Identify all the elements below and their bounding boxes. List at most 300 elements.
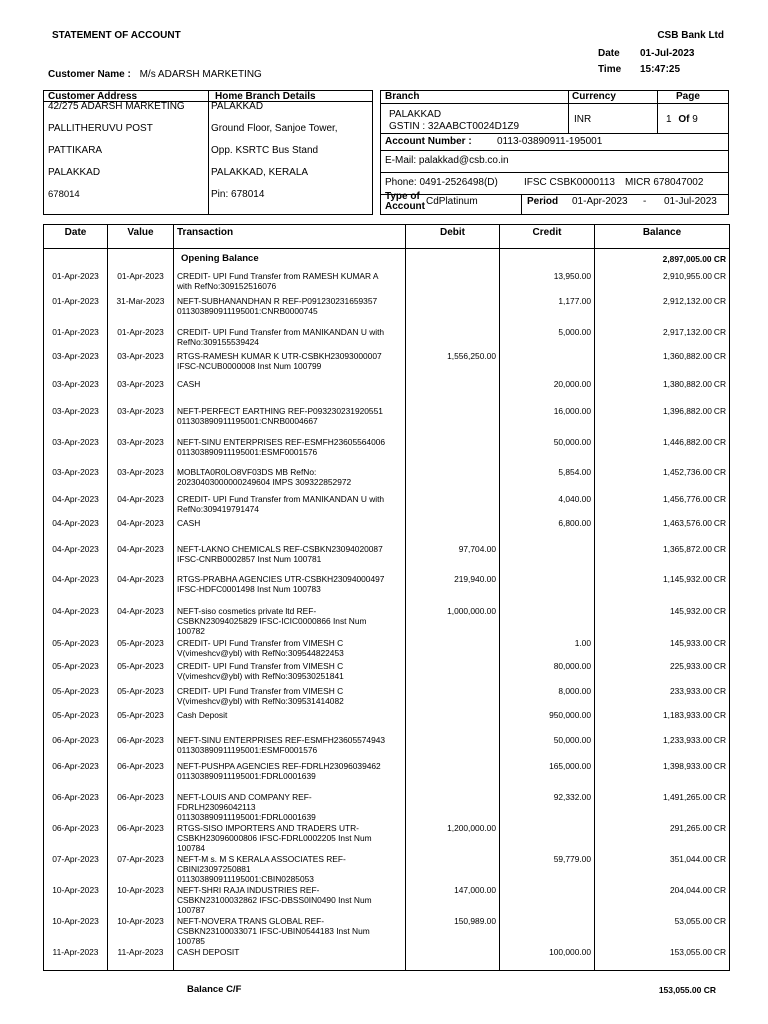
page-label: Page [676, 91, 700, 102]
row-credit: 13,950.00 [500, 270, 595, 295]
row-credit: 16,000.00 [500, 405, 595, 436]
balance-amount: 351,044.00 [669, 853, 712, 864]
row-credit: 80,000.00 [500, 660, 595, 685]
row-value-date: 04-Apr-2023 [108, 493, 174, 517]
balance-amount: 1,145,932.00 [662, 573, 712, 584]
transactions-table [43, 224, 730, 971]
period-separator: - [643, 196, 647, 207]
row-debit: 147,000.00 [406, 884, 500, 915]
row-credit: 5,000.00 [500, 326, 595, 350]
row-debit [406, 637, 500, 660]
row-balance [595, 466, 730, 493]
transaction-line: IFSC-CNRB0002857 Inst Num 100781 [177, 553, 322, 564]
date-label: Date [598, 48, 620, 59]
address-line-1: 42/275 ADARSH MARKETING [48, 101, 185, 112]
balance-amount: 1,183,933.00 [662, 709, 712, 720]
transaction-line: NEFT-SINU ENTERPRISES REF-ESMFH23605574943 [177, 734, 386, 745]
table-row [44, 295, 730, 326]
row-balance [595, 709, 730, 734]
customer-address-label: Customer Address [48, 91, 138, 102]
balance-cr-marker: CR [713, 734, 726, 745]
table-row [44, 660, 730, 685]
table-row [44, 436, 730, 466]
balance-amount: 1,446,882.00 [662, 436, 712, 447]
row-date: 04-Apr-2023 [44, 493, 108, 517]
balance-cr-marker: CR [713, 295, 726, 306]
row-debit [406, 270, 500, 295]
transaction-line: NEFT-SINU ENTERPRISES REF-ESMFH23605564006 [177, 436, 386, 447]
row-debit [406, 436, 500, 466]
transaction-line: NEFT-PUSHPA AGENCIES REF-FDRLH23096039462 [177, 760, 381, 771]
row-value-date: 05-Apr-2023 [108, 685, 174, 709]
balance-amount: 1,360,882.00 [662, 350, 712, 361]
balance-cr-marker: CR [713, 405, 726, 416]
row-balance [595, 884, 730, 915]
row-credit: 8,000.00 [500, 685, 595, 709]
transaction-line: 011303890911195001:ESMF0001576 [177, 446, 318, 457]
balance-cr-marker: CR [713, 350, 726, 361]
table-row [44, 605, 730, 637]
row-debit [406, 326, 500, 350]
table-header [44, 225, 730, 249]
row-value-date: 11-Apr-2023 [108, 946, 174, 971]
transaction-line: NEFT-SUBHANANDHAN R REF-P091230231659357 [177, 295, 378, 306]
table-row [44, 734, 730, 760]
row-transaction [174, 660, 406, 685]
row-transaction [174, 270, 406, 295]
balance-cr-marker: CR [713, 791, 726, 802]
row-debit [406, 709, 500, 734]
row-date: 01-Apr-2023 [44, 295, 108, 326]
row-date: 03-Apr-2023 [44, 466, 108, 493]
transaction-line: 011303890911195001:FDRL0001639 [177, 811, 316, 822]
transaction-line: NEFT-LAKNO CHEMICALS REF-CSBKN23094020087 [177, 543, 383, 554]
table-row [44, 543, 730, 573]
period-from: 01-Apr-2023 [572, 196, 628, 207]
row-date: 07-Apr-2023 [44, 853, 108, 884]
row-date: 03-Apr-2023 [44, 436, 108, 466]
balance-cr-marker: CR [713, 378, 726, 389]
transaction-line: CBINI23097250881 [177, 863, 251, 874]
transaction-line: 011303890911195001:CNRB0004667 [177, 415, 318, 426]
transaction-line: 011303890911195001:CBIN0285053 [177, 873, 314, 884]
transaction-line: RTGS-SISO IMPORTERS AND TRADERS UTR- [177, 822, 359, 833]
customer-name: M/s ADARSH MARKETING [139, 69, 262, 80]
row-credit: 165,000.00 [500, 760, 595, 791]
row-date: 05-Apr-2023 [44, 637, 108, 660]
balance-amount: 204,044.00 [669, 884, 712, 895]
row-date: 06-Apr-2023 [44, 760, 108, 791]
balance-cr-marker: CR [713, 637, 726, 648]
row-date: 05-Apr-2023 [44, 660, 108, 685]
row-debit: 219,940.00 [406, 573, 500, 605]
transaction-line: MOBLTA0R0LO8VF03DS MB RefNo: [177, 466, 317, 477]
row-credit: 950,000.00 [500, 709, 595, 734]
row-date: 10-Apr-2023 [44, 915, 108, 946]
balance-cr-marker: CR [713, 326, 726, 337]
col-debit: Debit [406, 225, 500, 249]
transaction-line: NEFT-M s. M S KERALA ASSOCIATES REF- [177, 853, 346, 864]
row-transaction [174, 543, 406, 573]
account-number: 0113-03890911-195001 [497, 136, 603, 147]
row-credit [500, 350, 595, 378]
row-value-date: 06-Apr-2023 [108, 760, 174, 791]
row-date: 06-Apr-2023 [44, 734, 108, 760]
row-debit [406, 760, 500, 791]
address-line-3: PATTIKARA [48, 145, 103, 156]
opening-balance-value: 2,897,005.00 CR [595, 249, 730, 270]
balance-amount: 1,380,882.00 [662, 378, 712, 389]
row-value-date: 03-Apr-2023 [108, 350, 174, 378]
row-transaction [174, 685, 406, 709]
col-credit: Credit [500, 225, 595, 249]
balance-cr-marker: CR [713, 493, 726, 504]
balance-cr-marker: CR [713, 543, 726, 554]
row-balance [595, 822, 730, 853]
balance-amount: 1,365,872.00 [662, 543, 712, 554]
row-transaction [174, 295, 406, 326]
address-line-2: PALLITHERUVU POST [48, 123, 153, 134]
transaction-line: 100782 [177, 625, 205, 636]
row-credit: 100,000.00 [500, 946, 595, 971]
balance-cr-marker: CR [713, 822, 726, 833]
row-transaction [174, 946, 406, 971]
balance-cr-marker: CR [713, 605, 726, 616]
row-transaction [174, 709, 406, 734]
balance-cr-marker: CR [713, 760, 726, 771]
transaction-line: 011303890911195001:ESMF0001576 [177, 744, 318, 755]
row-balance [595, 405, 730, 436]
transaction-line: CREDIT- UPI Fund Transfer from VIMESH C [177, 685, 344, 696]
row-balance [595, 660, 730, 685]
balance-amount: 2,912,132.00 [662, 295, 712, 306]
row-date: 01-Apr-2023 [44, 326, 108, 350]
row-credit [500, 884, 595, 915]
row-value-date: 03-Apr-2023 [108, 436, 174, 466]
row-credit: 50,000.00 [500, 436, 595, 466]
branch-ifsc: IFSC CSBK0000113 [524, 177, 615, 188]
row-credit: 1,177.00 [500, 295, 595, 326]
page-total: 9 [692, 114, 698, 125]
transaction-line: V(vimeshcv@ybl) with RefNo:309544822453 [177, 647, 344, 658]
transaction-line: NEFT-NOVERA TRANS GLOBAL REF- [177, 915, 325, 926]
row-debit: 1,200,000.00 [406, 822, 500, 853]
home-branch-label: Home Branch Details [215, 91, 316, 102]
transaction-line: V(vimeshcv@ybl) with RefNo:309530251841 [177, 670, 344, 681]
table-row [44, 915, 730, 946]
time-label: Time [598, 64, 622, 75]
row-value-date: 07-Apr-2023 [108, 853, 174, 884]
transaction-line: RTGS-PRABHA AGENCIES UTR-CSBKH23094000497 [177, 573, 385, 584]
transaction-line: 011303890911195001:FDRL0001639 [177, 770, 316, 781]
balance-cr-marker: CR [713, 853, 726, 864]
row-transaction [174, 517, 406, 543]
transaction-line: CASH DEPOSIT [177, 946, 240, 957]
balance-cr-marker: CR [713, 709, 726, 720]
transaction-line: NEFT-siso cosmetics private ltd REF- [177, 605, 317, 616]
balance-cr-marker: CR [713, 884, 726, 895]
home-branch-line-1: PALAKKAD [211, 101, 264, 112]
row-credit: 6,800.00 [500, 517, 595, 543]
row-transaction [174, 791, 406, 822]
table-row [44, 573, 730, 605]
branch-micr: MICR 678047002 [625, 177, 704, 188]
row-transaction [174, 734, 406, 760]
transaction-line: FDRLH23096042113 [177, 801, 256, 812]
balance-amount: 1,396,882.00 [662, 405, 712, 416]
transaction-line: 100784 [177, 842, 205, 853]
row-balance [595, 853, 730, 884]
transaction-line: CREDIT- UPI Fund Transfer from VIMESH C [177, 660, 344, 671]
account-type-label: Type of Account [385, 191, 425, 212]
balance-amount: 233,933.00 [669, 685, 712, 696]
opening-balance-label: Opening Balance [174, 249, 406, 270]
balance-cr-marker: CR [713, 436, 726, 447]
row-credit: 1.00 [500, 637, 595, 660]
row-transaction [174, 573, 406, 605]
transaction-line: CASH [177, 378, 201, 389]
balance-amount: 225,933.00 [669, 660, 712, 671]
table-row [44, 709, 730, 734]
row-balance [595, 326, 730, 350]
row-transaction [174, 436, 406, 466]
row-credit [500, 822, 595, 853]
col-value: Value [108, 225, 174, 249]
balance-amount: 2,910,955.00 [662, 270, 712, 281]
table-row [44, 517, 730, 543]
row-value-date: 03-Apr-2023 [108, 405, 174, 436]
transaction-line: CREDIT- UPI Fund Transfer from MANIKANDAN U with [177, 493, 385, 504]
table-row [44, 350, 730, 378]
row-balance [595, 436, 730, 466]
row-value-date: 10-Apr-2023 [108, 915, 174, 946]
row-value-date: 05-Apr-2023 [108, 709, 174, 734]
table-row [44, 822, 730, 853]
row-credit [500, 573, 595, 605]
row-balance [595, 915, 730, 946]
row-transaction [174, 326, 406, 350]
row-balance [595, 791, 730, 822]
row-credit: 59,779.00 [500, 853, 595, 884]
table-row [44, 637, 730, 660]
row-transaction [174, 405, 406, 436]
row-transaction [174, 605, 406, 637]
customer-name-label: Customer Name : [48, 69, 131, 80]
transaction-line: CSBKH23096000806 IFSC-FDRL0002205 Inst Num [177, 832, 372, 843]
home-branch-line-3: Opp. KSRTC Bus Stand [211, 145, 319, 156]
branch-name: PALAKKAD [389, 109, 442, 120]
row-debit [406, 660, 500, 685]
row-debit [406, 685, 500, 709]
row-debit [406, 946, 500, 971]
row-credit: 92,332.00 [500, 791, 595, 822]
balance-amount: 1,233,933.00 [662, 734, 712, 745]
home-branch-line-5: Pin: 678014 [211, 189, 265, 200]
row-date: 03-Apr-2023 [44, 405, 108, 436]
col-date: Date [44, 225, 108, 249]
row-value-date: 01-Apr-2023 [108, 326, 174, 350]
row-transaction [174, 378, 406, 405]
time-value: 15:47:25 [640, 64, 681, 75]
branch-email: E-Mail: palakkad@csb.co.in [385, 155, 509, 166]
balance-amount: 1,398,933.00 [662, 760, 712, 771]
row-debit [406, 493, 500, 517]
row-transaction [174, 853, 406, 884]
transaction-line: 100785 [177, 935, 205, 946]
row-value-date: 06-Apr-2023 [108, 822, 174, 853]
row-balance [595, 637, 730, 660]
balance-amount: 2,917,132.00 [662, 326, 712, 337]
row-debit: 1,556,250.00 [406, 350, 500, 378]
transaction-line: 100787 [177, 904, 205, 915]
table-row [44, 405, 730, 436]
row-credit [500, 915, 595, 946]
transaction-line: RefNo:309419791474 [177, 503, 259, 514]
balance-cr-marker: CR [713, 660, 726, 671]
transaction-line: NEFT-LOUIS AND COMPANY REF- [177, 791, 312, 802]
table-row [44, 270, 730, 295]
transaction-line: CREDIT- UPI Fund Transfer from RAMESH KUMAR A [177, 270, 379, 281]
row-date: 05-Apr-2023 [44, 709, 108, 734]
row-balance [595, 760, 730, 791]
row-date: 05-Apr-2023 [44, 685, 108, 709]
table-row [44, 326, 730, 350]
balance-amount: 1,456,776.00 [662, 493, 712, 504]
currency-label: Currency [572, 91, 616, 102]
table-row [44, 946, 730, 971]
row-transaction [174, 466, 406, 493]
branch-label: Branch [385, 91, 420, 102]
statement-title: STATEMENT OF ACCOUNT [52, 30, 181, 41]
transaction-line: CSBKN23100032862 IFSC-DBSS0IN0490 Inst Num [177, 894, 372, 905]
row-transaction [174, 822, 406, 853]
row-credit [500, 543, 595, 573]
table-row [44, 760, 730, 791]
row-credit: 50,000.00 [500, 734, 595, 760]
row-value-date: 03-Apr-2023 [108, 378, 174, 405]
branch-gstin: GSTIN : 32AABCT0024D1Z9 [389, 121, 520, 132]
table-row [44, 791, 730, 822]
row-value-date: 06-Apr-2023 [108, 734, 174, 760]
opening-balance-row [44, 249, 730, 270]
row-value-date: 03-Apr-2023 [108, 466, 174, 493]
transaction-line: Cash Deposit [177, 709, 228, 720]
balance-amount: 1,491,265.00 [662, 791, 712, 802]
col-balance: Balance [595, 225, 730, 249]
row-date: 03-Apr-2023 [44, 350, 108, 378]
account-number-label: Account Number : [385, 136, 472, 147]
row-debit: 150,989.00 [406, 915, 500, 946]
table-row [44, 493, 730, 517]
balance-amount: 153,055.00 [669, 946, 712, 957]
row-balance [595, 517, 730, 543]
balance-amount: 1,463,576.00 [662, 517, 712, 528]
row-balance [595, 493, 730, 517]
transaction-line: IFSC-NCUB0000008 Inst Num 100799 [177, 360, 322, 371]
row-value-date: 04-Apr-2023 [108, 605, 174, 637]
row-balance [595, 573, 730, 605]
transaction-line: NEFT-PERFECT EARTHING REF-P093230231920551 [177, 405, 383, 416]
row-debit [406, 466, 500, 493]
balance-amount: 291,265.00 [669, 822, 712, 833]
row-transaction [174, 915, 406, 946]
row-balance [595, 270, 730, 295]
row-date: 01-Apr-2023 [44, 270, 108, 295]
page-current: 1 [666, 114, 672, 125]
balance-cr-marker: CR [713, 270, 726, 281]
row-debit [406, 295, 500, 326]
row-value-date: 04-Apr-2023 [108, 573, 174, 605]
transaction-line: 011303890911195001:CNRB0000745 [177, 305, 318, 316]
transaction-line: NEFT-SHRI RAJA INDUSTRIES REF- [177, 884, 320, 895]
row-debit [406, 734, 500, 760]
row-debit [406, 853, 500, 884]
balance-amount: 145,932.00 [669, 605, 712, 616]
table-row [44, 853, 730, 884]
row-balance [595, 734, 730, 760]
row-credit: 4,040.00 [500, 493, 595, 517]
row-value-date: 05-Apr-2023 [108, 637, 174, 660]
balance-cr-marker: CR [713, 915, 726, 926]
row-debit: 97,704.00 [406, 543, 500, 573]
period-to: 01-Jul-2023 [664, 196, 717, 207]
row-date: 04-Apr-2023 [44, 573, 108, 605]
row-transaction [174, 493, 406, 517]
balance-cr-marker: CR [713, 573, 726, 584]
row-transaction [174, 637, 406, 660]
row-date: 04-Apr-2023 [44, 605, 108, 637]
transaction-line: CREDIT- UPI Fund Transfer from VIMESH C [177, 637, 344, 648]
address-line-4: PALAKKAD [48, 167, 101, 178]
balance-amount: 145,933.00 [669, 637, 712, 648]
row-balance [595, 350, 730, 378]
row-value-date: 10-Apr-2023 [108, 884, 174, 915]
balance-amount: 1,452,736.00 [662, 466, 712, 477]
row-debit [406, 405, 500, 436]
home-branch-line-4: PALAKKAD, KERALA [211, 167, 309, 178]
balance-cr-marker: CR [713, 517, 726, 528]
currency-value: INR [574, 114, 592, 125]
row-value-date: 05-Apr-2023 [108, 660, 174, 685]
page-number [666, 114, 698, 125]
row-debit [406, 791, 500, 822]
row-value-date: 04-Apr-2023 [108, 543, 174, 573]
row-balance [595, 295, 730, 326]
period-label: Period [527, 196, 559, 207]
row-debit [406, 378, 500, 405]
balance-cf-value: 153,055.00 CR [658, 985, 716, 995]
row-transaction [174, 350, 406, 378]
row-debit: 1,000,000.00 [406, 605, 500, 637]
row-credit: 20,000.00 [500, 378, 595, 405]
balance-cf-label: Balance C/F [187, 984, 242, 995]
balance-cr-marker: CR [713, 946, 726, 957]
row-date: 04-Apr-2023 [44, 517, 108, 543]
row-value-date: 04-Apr-2023 [108, 517, 174, 543]
row-balance [595, 946, 730, 971]
transaction-line: CASH [177, 517, 201, 528]
home-branch-line-2: Ground Floor, Sanjoe Tower, [211, 123, 338, 134]
col-transaction: Transaction [174, 225, 406, 249]
page-of: Of [678, 114, 690, 125]
row-balance [595, 378, 730, 405]
row-credit [500, 605, 595, 637]
transaction-line: with RefNo:309152516076 [177, 280, 277, 291]
row-credit: 5,854.00 [500, 466, 595, 493]
account-type-value: CdPlatinum [426, 196, 478, 207]
transaction-line: RefNo:309155539424 [177, 336, 259, 347]
row-transaction [174, 884, 406, 915]
